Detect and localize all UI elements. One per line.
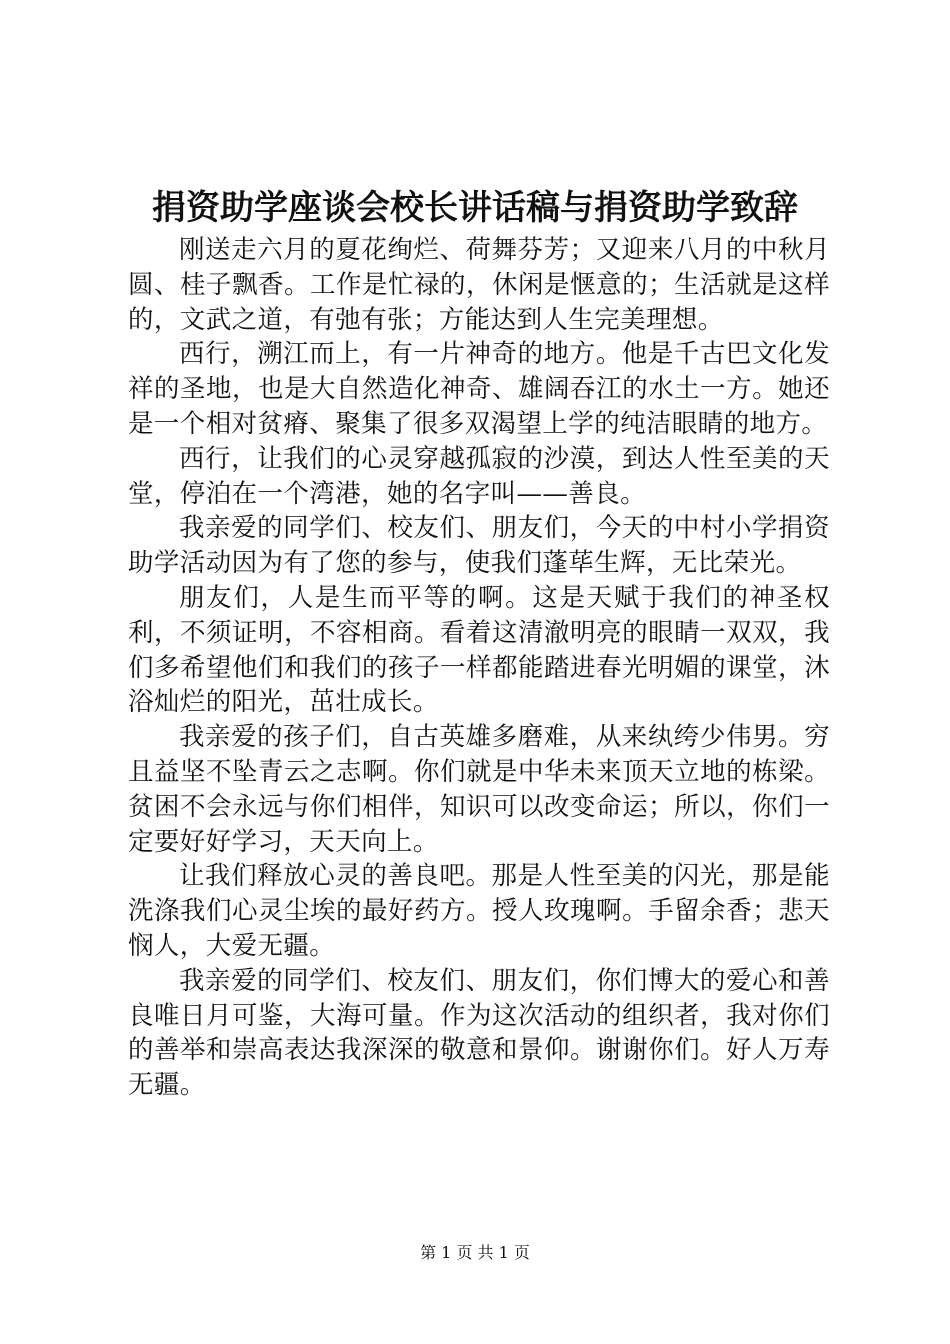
document-body <box>128 233 830 1103</box>
paragraph-7: 让我们释放心灵的善良吧。那是人性至美的闪光，那是能洗涤我们心灵尘埃的最好药方。授人玫瑰啊。手留余香；悲天悯人，大爱无疆。 <box>128 861 830 961</box>
paragraph-4: 我亲爱的同学们、校友们、朋友们，今天的中村小学捐资助学活动因为有了您的参与，使我们蓬荜生辉，无比荣光。 <box>128 513 830 579</box>
document-title: 捐资助学座谈会校长讲话稿与捐资助学致辞 <box>152 188 798 228</box>
paragraph-3: 西行，让我们的心灵穿越孤寂的沙漠，到达人性至美的天堂，停泊在一个湾港，她的名字叫——善良。 <box>128 443 830 509</box>
paragraph-1: 刚送走六月的夏花绚烂、荷舞芬芳；又迎来八月的中秋月圆、桂子飘香。工作是忙禄的，休闲是惬意的；生活就是这样的，文武之道，有弛有张；方能达到人生完美理想。 <box>128 235 830 335</box>
paragraph-8: 我亲爱的同学们、校友们、朋友们，你们博大的爱心和善良唯日月可鉴，大海可量。作为这次活动的组织者，我对你们的善举和崇高表达我深深的敬意和景仰。谢谢你们。好人万寿无疆。 <box>128 965 830 1101</box>
paragraph-6: 我亲爱的孩子们，自古英雄多磨难，从来纨绔少伟男。穷且益坚不坠青云之志啊。你们就是中华未来顶天立地的栋梁。贫困不会永远与你们相伴，知识可以改变命运；所以，你们一定要好好学习，天天向上。 <box>128 722 830 857</box>
page-number-footer: 第 1 页 共 1 页 <box>420 1243 530 1262</box>
paragraph-2: 西行，溯江而上，有一片神奇的地方。他是千古巴文化发祥的圣地，也是大自然造化神奇、雄阔吞江的水土一方。她还是一个相对贫瘠、聚集了很多双渴望上学的纯洁眼睛的地方。 <box>128 339 830 439</box>
paragraph-5: 朋友们，人是生而平等的啊。这是天赋于我们的神圣权利，不须证明，不容相商。看着这清澈明亮的眼睛一双双，我们多希望他们和我们的孩子一样都能踏进春光明媚的课堂，沐浴灿烂的阳光，茁壮成长。 <box>128 582 830 718</box>
